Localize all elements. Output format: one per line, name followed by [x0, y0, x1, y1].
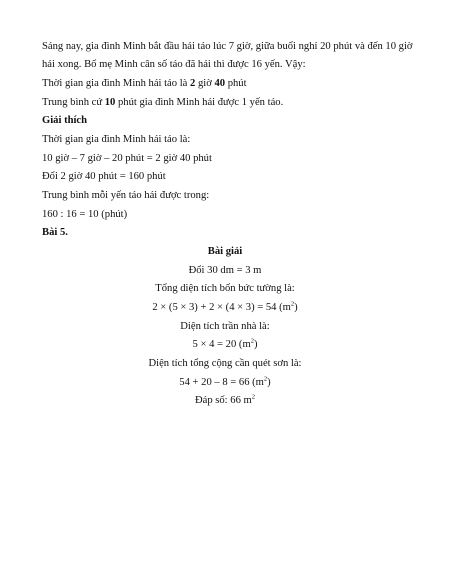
solution-line-5 — [0, 338, 450, 352]
intro-line-4-prefix: Trung bình cứ — [42, 97, 105, 108]
explanation-heading: Giải thích — [42, 115, 88, 126]
superscript-2: 2 — [250, 337, 254, 345]
solution-line-7-text: 54 + 20 – 8 = 66 (m — [179, 377, 264, 388]
minutes-value: 40 — [214, 78, 226, 89]
superscript-2: 2 — [251, 393, 256, 401]
solution-line-6: Diện tích tổng cộng cần quét sơn là: — [148, 358, 302, 369]
solution-line-4: Diện tích trần nhà là: — [180, 321, 270, 332]
explanation-line: 160 : 16 = 10 (phút) — [42, 209, 128, 220]
hours-value: 2 — [190, 78, 196, 89]
intro-line-3-prefix: Thời gian gia đình Minh hái táo là — [42, 78, 191, 89]
bai5-heading: Bài 5. — [42, 227, 68, 238]
intro-line-3-suffix: phút — [225, 78, 247, 89]
intro-line-4-suffix: phút gia đình Minh hái được 1 yến táo. — [115, 97, 284, 108]
solution-line-7 — [0, 376, 450, 390]
explanation-line: Đổi 2 giờ 40 phút = 160 phút — [42, 171, 166, 182]
answer-text: Đáp số: 66 m — [194, 395, 252, 406]
solution-line-2: Tổng diện tích bốn bức tường là: — [155, 283, 295, 294]
intro-line-3-mid: giờ — [195, 78, 215, 89]
intro-line-1: Sáng nay, gia đình Minh bắt đầu hái táo lúc 7 giờ, giữa buổi nghỉ 20 phút và đến 10 giờ — [42, 41, 413, 52]
intro-line-3 — [42, 77, 247, 91]
solution-title: Bài giải — [207, 246, 243, 257]
explanation-line: 10 giờ – 7 giờ – 20 phút = 2 giờ 40 phút — [42, 153, 212, 164]
solution-line-5-text: 5 × 4 = 20 (m — [192, 339, 251, 350]
answer-line — [0, 394, 450, 408]
superscript-2: 2 — [263, 375, 268, 383]
solution-line-3-text: 2 × (5 × 3) + 2 × (4 × 3) = 54 (m — [152, 302, 291, 313]
close-paren: ) — [267, 377, 271, 388]
close-paren: ) — [294, 302, 298, 313]
intro-line-4 — [42, 96, 283, 110]
interval-minutes-value: 10 — [104, 97, 116, 108]
solution-line-1: Đổi 30 dm = 3 m — [188, 265, 262, 276]
solution-line-3 — [0, 301, 450, 315]
intro-line-2: hái xong. Bố mẹ Minh cân số táo đã hái thì được 16 yến. Vậy: — [42, 59, 306, 70]
explanation-line: Trung bình mỗi yến táo hái được trong: — [42, 190, 210, 201]
explanation-line: Thời gian gia đình Minh hái táo là: — [42, 134, 191, 145]
superscript-2: 2 — [290, 300, 295, 308]
close-paren: ) — [253, 339, 258, 350]
